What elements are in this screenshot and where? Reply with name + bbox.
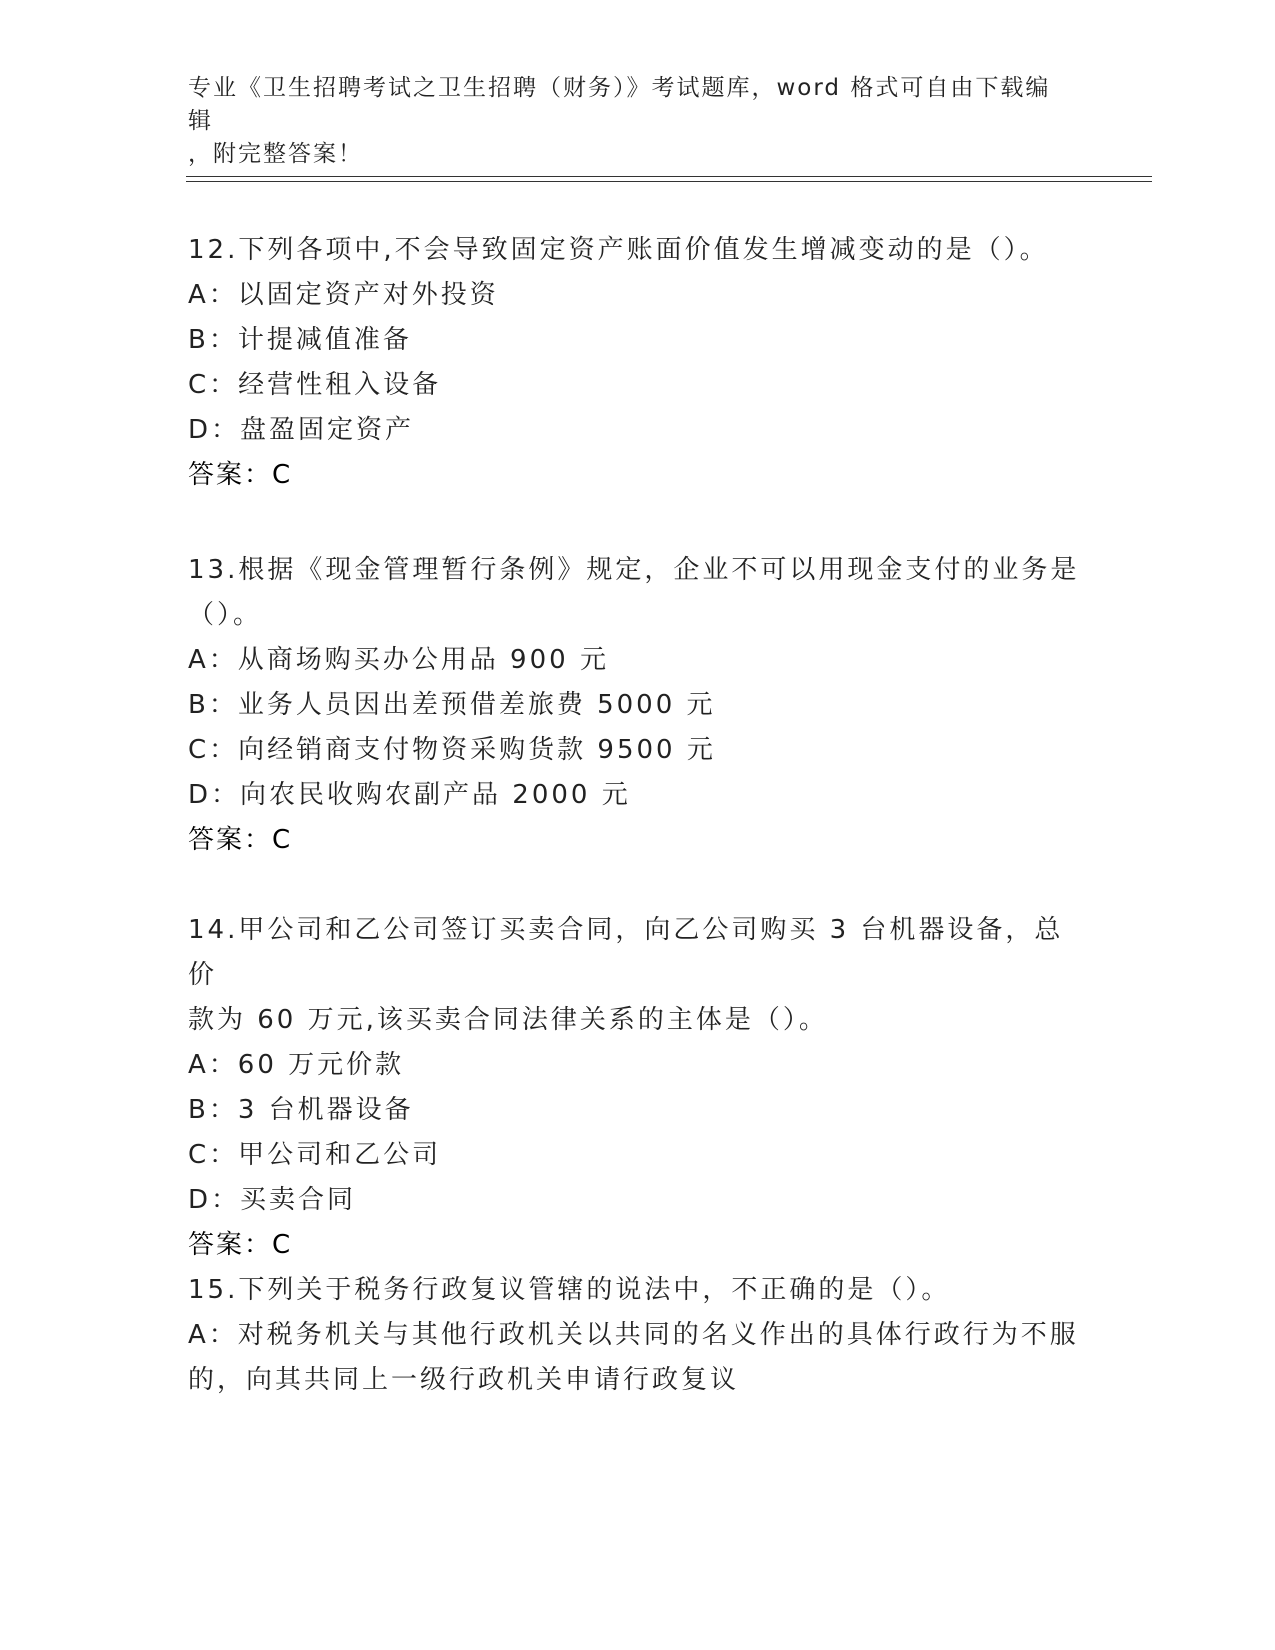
header-divider-bottom bbox=[186, 181, 1152, 182]
option-a: A：从商场购买办公用品 900 元 bbox=[188, 645, 609, 675]
answer: 答案：C bbox=[188, 1230, 293, 1260]
answer: 答案：C bbox=[188, 460, 293, 490]
question-15 bbox=[188, 1268, 1088, 1403]
header-line-1: 专业《卫生招聘考试之卫生招聘（财务）》考试题库，word 格式可自由下载编辑 bbox=[188, 75, 1051, 134]
header-line-2: ，附完整答案！ bbox=[188, 141, 363, 167]
question-13 bbox=[188, 548, 1088, 863]
option-d: D：向农民收购农副产品 2000 元 bbox=[188, 780, 631, 810]
question-stem-line-2: （）。 bbox=[188, 600, 263, 630]
option-a: A：60 万元价款 bbox=[188, 1050, 405, 1080]
question-stem-line-2: 款为 60 万元,该买卖合同法律关系的主体是（）。 bbox=[188, 1005, 828, 1035]
document-header bbox=[188, 72, 1068, 171]
option-a-line-2: 的，向其共同上一级行政机关申请行政复议 bbox=[188, 1365, 740, 1395]
option-c: C：向经销商支付物资采购货款 9500 元 bbox=[188, 735, 716, 765]
option-b: B：业务人员因出差预借差旅费 5000 元 bbox=[188, 690, 716, 720]
option-d: D：盘盈固定资产 bbox=[188, 415, 415, 445]
option-b: B：3 台机器设备 bbox=[188, 1095, 414, 1125]
option-c: C：经营性租入设备 bbox=[188, 370, 442, 400]
question-12 bbox=[188, 228, 1088, 498]
question-14 bbox=[188, 908, 1088, 1268]
option-a: A：以固定资产对外投资 bbox=[188, 280, 499, 310]
option-d: D：买卖合同 bbox=[188, 1185, 357, 1215]
option-c: C：甲公司和乙公司 bbox=[188, 1140, 442, 1170]
question-stem-line-1: 13.根据《现金管理暂行条例》规定，企业不可以用现金支付的业务是 bbox=[188, 555, 1080, 585]
question-stem-line-1: 14.甲公司和乙公司签订买卖合同，向乙公司购买 3 台机器设备，总价 bbox=[188, 915, 1064, 990]
question-stem: 15.下列关于税务行政复议管辖的说法中，不正确的是（）。 bbox=[188, 1275, 951, 1305]
option-a-line-1: A：对税务机关与其他行政机关以共同的名义作出的具体行政行为不服 bbox=[188, 1320, 1079, 1350]
answer: 答案：C bbox=[188, 825, 293, 855]
option-b: B：计提减值准备 bbox=[188, 325, 412, 355]
question-stem: 12.下列各项中,不会导致固定资产账面价值发生增减变动的是（）。 bbox=[188, 235, 1049, 265]
header-divider-top bbox=[186, 176, 1152, 177]
